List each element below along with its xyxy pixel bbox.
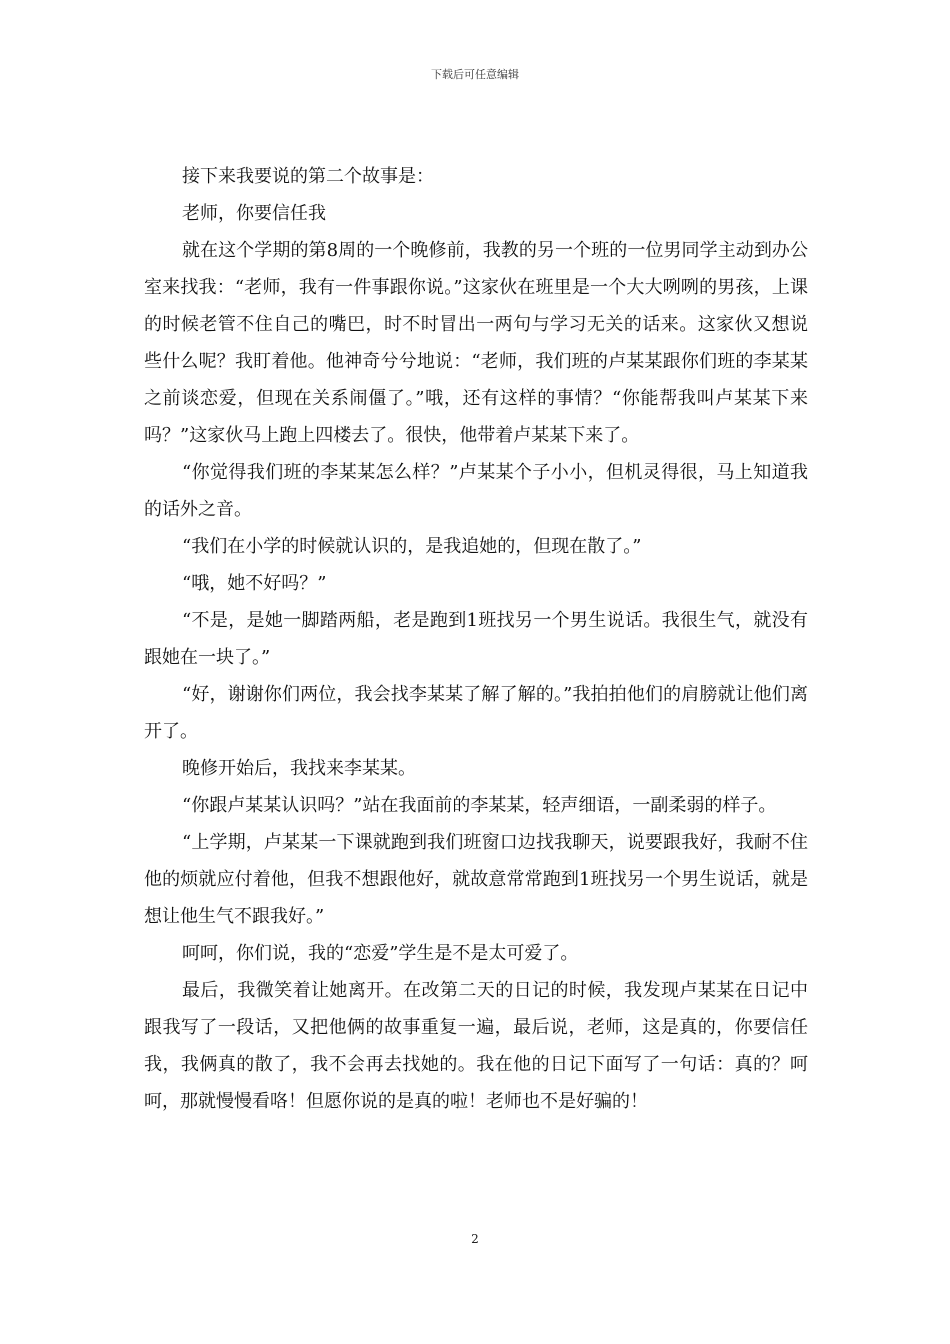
- paragraph-story-title: 老师，你要信任我: [182, 203, 326, 224]
- paragraph: “你觉得我们班的李某某怎么样？”卢某某个子小小，但机灵得很，马上知道我的话外之音。: [144, 462, 808, 520]
- document-body: [144, 158, 808, 1120]
- paragraph: “你跟卢某某认识吗？”站在我面前的李某某，轻声细语，一副柔弱的样子。: [182, 795, 777, 816]
- paragraph: 就在这个学期的第8周的一个晚修前，我教的另一个班的一位男同学主动到办公室来找我：“老师，我有一件事跟你说。”这家伙在班里是一个大大咧咧的男孩，上课的时候老管不住自己的嘴巴，时不时冒出一两句与学习无关的话来。这家伙又想说些什么呢？我盯着他。他神奇兮兮地说：“老师，我们班的卢某某跟你们班的李某某之前谈恋爱，但现在关系闹僵了。”哦，还有这样的事情？“你能帮我叫卢某某下来吗？”这家伙马上跑上四楼去了。很快，他带着卢某某下来了。: [144, 240, 808, 446]
- paragraph: 最后，我微笑着让她离开。在改第二天的日记的时候，我发现卢某某在日记中跟我写了一段话，又把他俩的故事重复一遍，最后说，老师，这是真的，你要信任我，我俩真的散了，我不会再去找她的。我在他的日记下面写了一句话：真的？呵呵，那就慢慢看咯！但愿你说的是真的啦！老师也不是好骗的！: [144, 980, 808, 1112]
- paragraph: “好，谢谢你们两位，我会找李某某了解了解的。”我拍拍他们的肩膀就让他们离开了。: [144, 684, 808, 742]
- paragraph: “不是，是她一脚踏两船，老是跑到1班找另一个男生说话。我很生气，就没有跟她在一块了。”: [144, 610, 808, 668]
- paragraph: 呵呵，你们说，我的“恋爱”学生是不是太可爱了。: [182, 943, 579, 964]
- paragraph: “我们在小学的时候就认识的，是我追她的，但现在散了。”: [182, 536, 642, 557]
- paragraph: “上学期，卢某某一下课就跑到我们班窗口边找我聊天，说要跟我好，我耐不住他的烦就应付着他，但我不想跟他好，就故意常常跑到1班找另一个男生说话，就是想让他生气不跟我好。”: [144, 832, 808, 927]
- paragraph: “哦，她不好吗？”: [182, 573, 327, 594]
- page-number: 2: [471, 1232, 479, 1246]
- page-header: 下载后可任意编辑: [431, 68, 519, 81]
- paragraph: 晚修开始后，我找来李某某。: [182, 758, 416, 779]
- paragraph-intro: 接下来我要说的第二个故事是：: [182, 166, 434, 187]
